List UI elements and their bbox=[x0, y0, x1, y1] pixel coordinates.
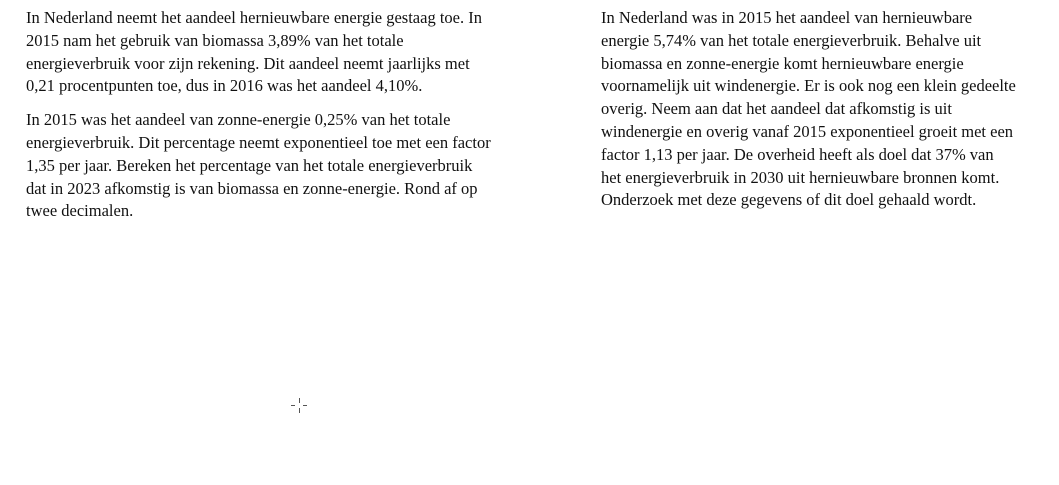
crosshair-cursor-icon bbox=[290, 397, 308, 415]
paragraph-biomassa: In Nederland neemt het aandeel hernieuwbare energie gestaag toe. In 2015 nam het gebruik van biomassa 3,89% van het totale energieverbruik voor zijn rekening. Dit aandeel neemt jaarlijks met 0,21 procentpunten toe, dus in 2016 was het aandeel 4,10%. bbox=[26, 8, 482, 96]
left-column bbox=[26, 7, 526, 234]
paragraph-windenergie-question: In Nederland was in 2015 het aandeel van hernieuwbare energie 5,74% van het totale energieverbruik. Behalve uit biomassa en zonne-energie komt hernieuwbare energie voornamelijk uit windenergie. Er is ook nog een klein gedeelte overig. Neem aan dat het aandeel dat afkomstig is uit windenergie en overig vanaf 2015 exponentieel groeit met een factor 1,13 per jaar. De overheid heeft als doel dat 37% van het energieverbruik in 2030 uit hernieuwbare bronnen komt. Onderzoek met deze gegevens of dit doel gehaald wordt. bbox=[601, 8, 1016, 210]
paragraph-zonne-energie-question: In 2015 was het aandeel van zonne-energie 0,25% van het totale energieverbruik. Dit percentage neemt exponentieel toe met een factor 1,35 per jaar. Bereken het percentage van het totale energieverbruik dat in 2023 afkomstig is van biomassa en zonne-energie. Rond af op twee decimalen. bbox=[26, 110, 491, 221]
right-column bbox=[601, 7, 1021, 223]
